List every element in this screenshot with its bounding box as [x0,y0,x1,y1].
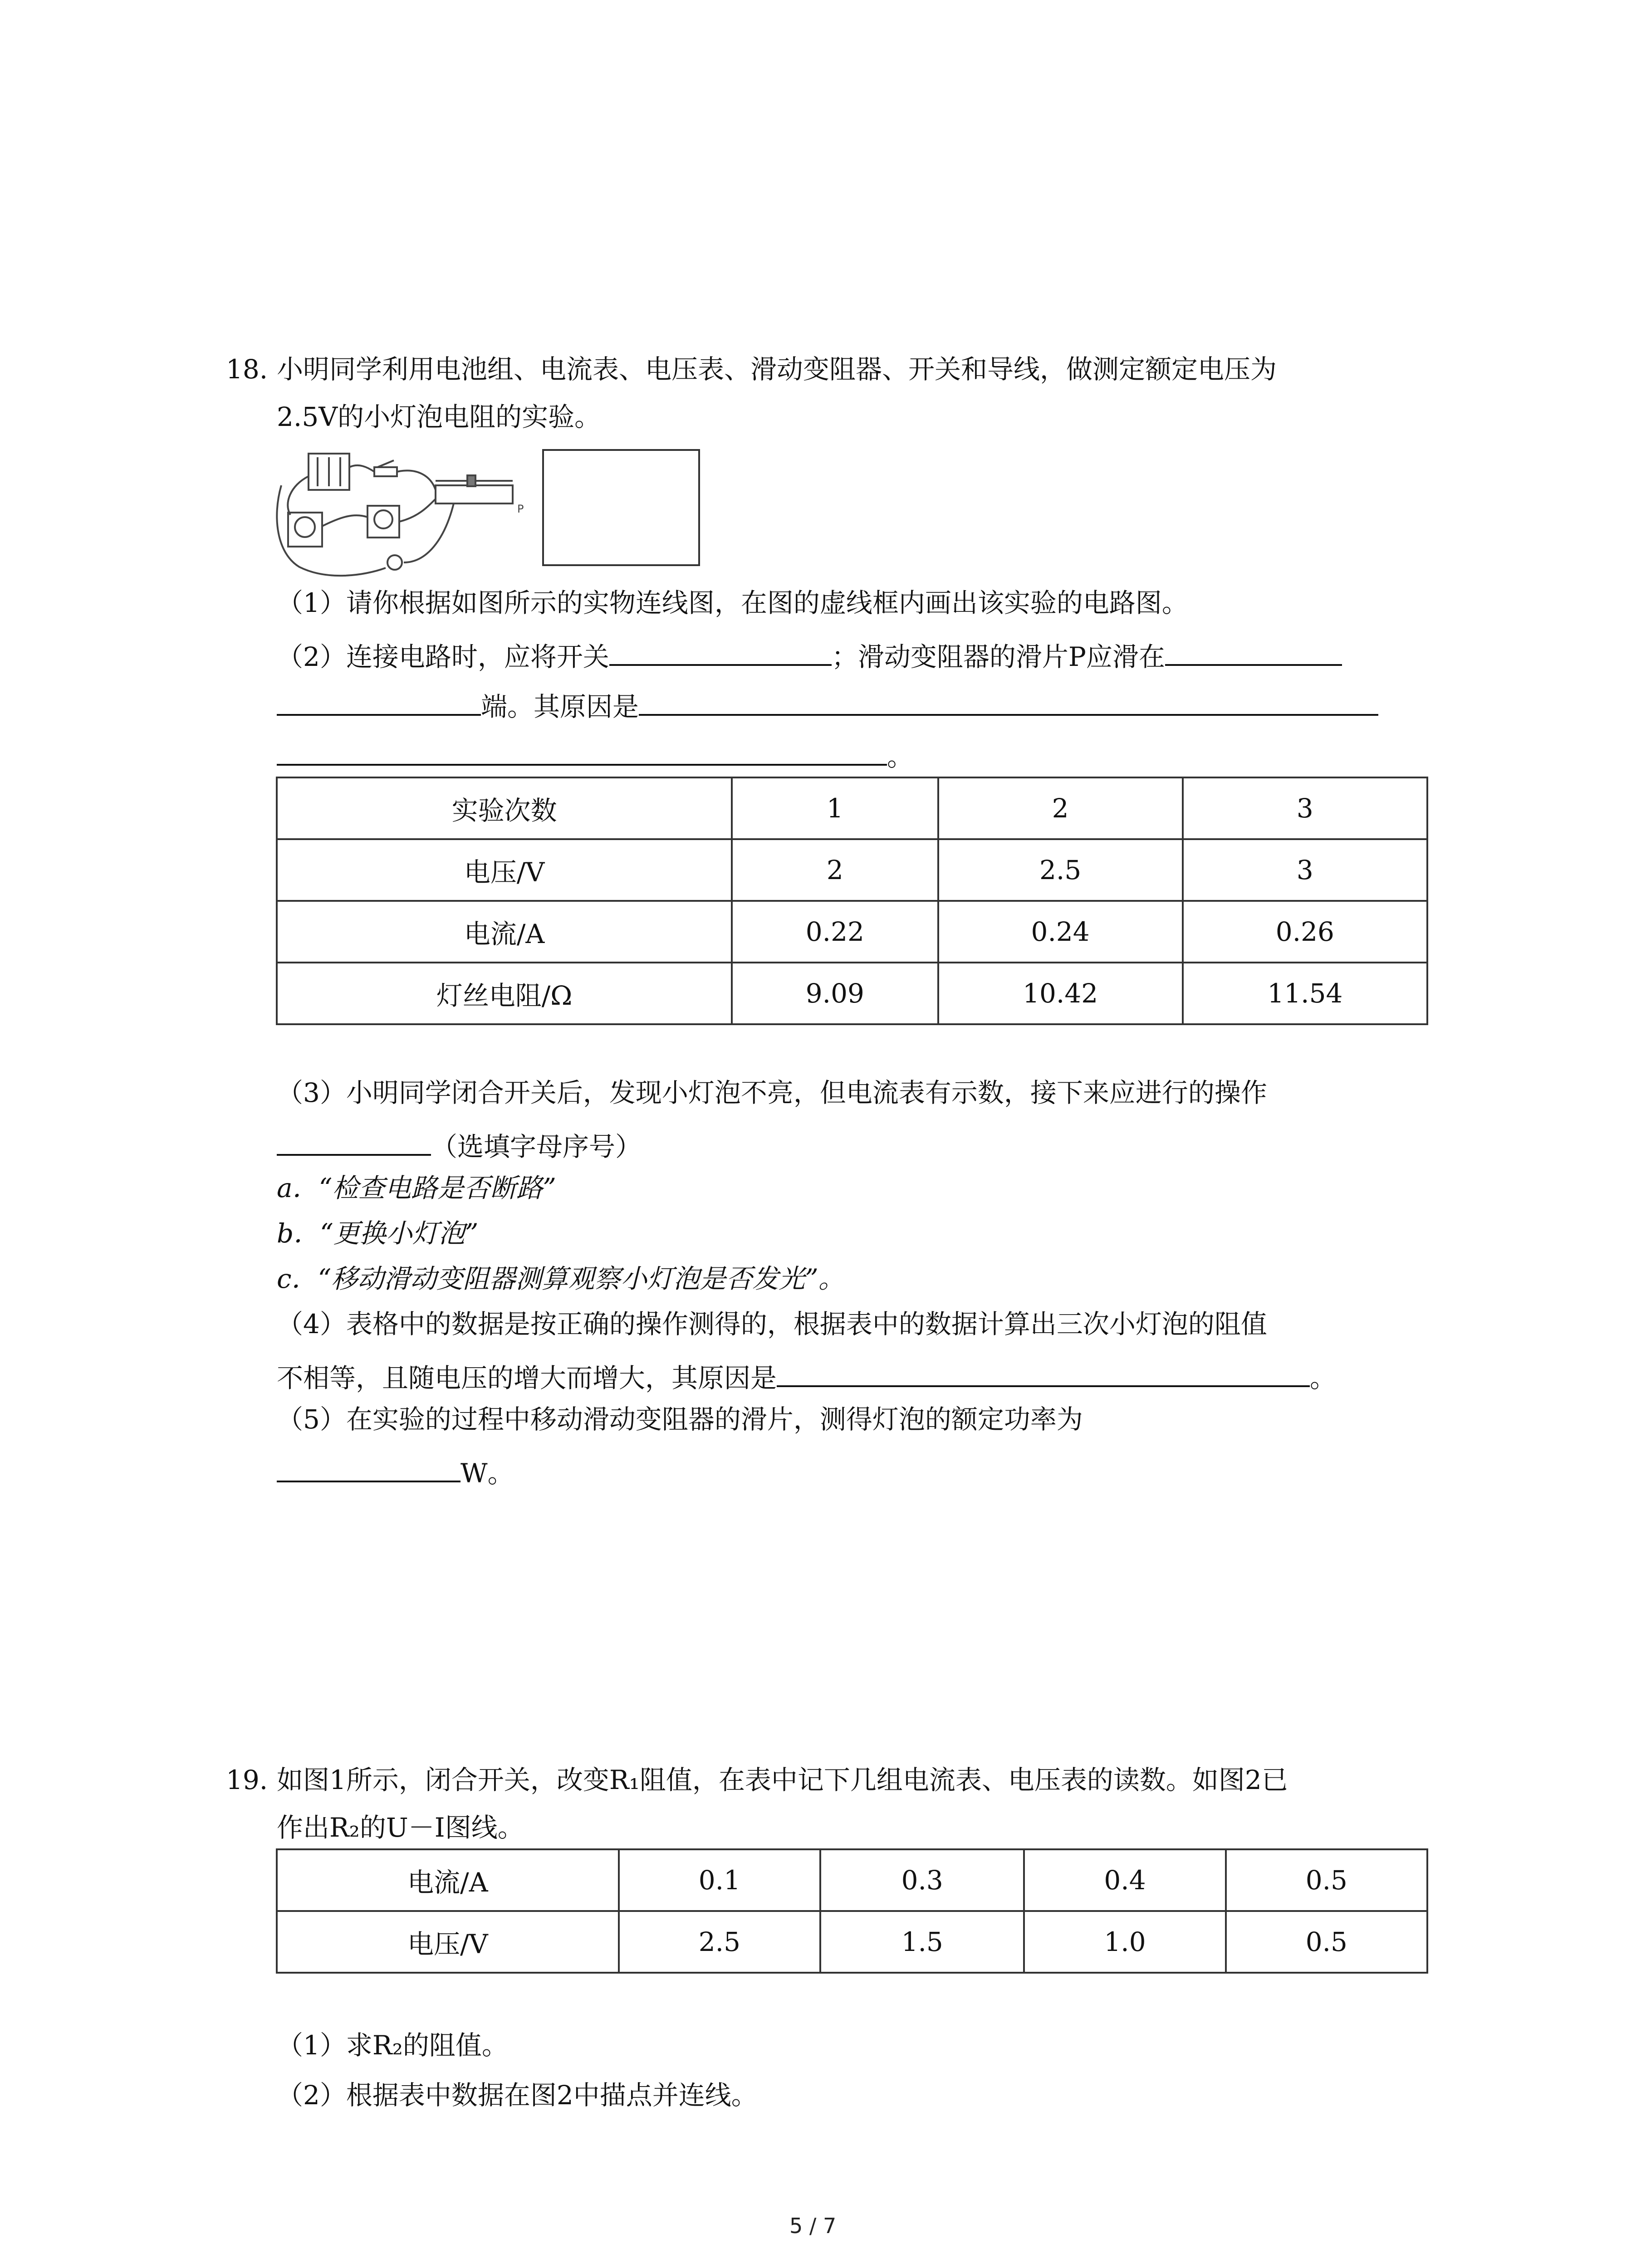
q18-part2-line3 [277,739,913,770]
q18-part3-hint: （选填字母序号） [431,1131,642,1162]
table-header-cell: 实验次数 [277,777,732,839]
table-header-cell: 3 [1183,777,1427,839]
q18-part4-end: 。 [1310,1363,1337,1393]
q18-part2-text-a: （2）连接电路时，应将开关 [277,641,609,672]
q18-part2-line1 [277,640,1342,670]
q18-part4-text: 不相等，且随电压的增大而增大，其原因是 [277,1363,777,1393]
table-cell: 0.5 [1226,1911,1427,1973]
q19-stem-line2: 作出R₂的U－I图线。 [277,1812,524,1843]
table-cell: 0.1 [619,1849,820,1911]
q19-stem-line1: 如图1所示，闭合开关，改变R₁阻值，在表中记下几组电流表、电压表的读数。如图2已 [277,1765,1288,1795]
table-cell: 0.4 [1024,1849,1225,1911]
q18-part2-line2 [277,689,1378,720]
table-cell: 1.5 [820,1911,1024,1973]
table-row [277,1849,1427,1911]
resistance-reason-blank[interactable] [777,1361,1310,1387]
q18-part5-line1: （5）在实验的过程中移动滑动变阻器的滑片，测得灯泡的额定功率为 [277,1404,1083,1435]
table-header-cell: 电压/V [277,1911,619,1973]
q18-number: 18. [226,354,268,385]
q18-part1: （1）请你根据如图所示的实物连线图，在图的虚线框内画出该实验的电路图。 [277,587,1188,618]
table-cell: 11.54 [1183,963,1427,1024]
table-row [277,901,1427,963]
q18-stem-line2: 2.5V的小灯泡电阻的实验。 [277,401,601,432]
table-row [277,1911,1427,1973]
table-cell: 2 [732,839,938,901]
table-row [277,963,1427,1024]
q18-part2-text-b: ；滑动变阻器的滑片P应滑在 [831,641,1165,672]
table-header-cell: 2 [938,777,1183,839]
q18-option-a: a．“检查电路是否断路” [277,1173,556,1203]
q18-stem-line1: 小明同学利用电池组、电流表、电压表、滑动变阻器、开关和导线，做测定额定电压为 [277,354,1277,385]
operation-choice-blank[interactable] [277,1129,431,1156]
table-cell: 2.5 [938,839,1183,901]
q18-data-table [276,777,1428,1025]
table-row [277,839,1427,901]
rated-power-blank[interactable] [277,1456,460,1482]
switch-state-blank[interactable] [609,640,832,666]
table-cell: 灯丝电阻/Ω [277,963,732,1024]
table-cell: 0.3 [820,1849,1024,1911]
table-cell: 2.5 [619,1911,820,1973]
table-cell: 0.24 [938,901,1183,963]
table-header-cell: 电流/A [277,1849,619,1911]
page-number: 5 / 7 [789,2214,837,2238]
q19-part2: （2）根据表中数据在图2中描点并连线。 [277,2080,758,2111]
table-row [277,777,1427,839]
table-header-cell: 1 [732,777,938,839]
slider-position-blank[interactable] [1165,640,1342,666]
svg-text:P: P [517,503,524,515]
q18-part4-line1: （4）表格中的数据是按正确的操作测得的，根据表中的数据计算出三次小灯泡的阻值 [277,1309,1267,1339]
table-cell: 电压/V [277,839,732,901]
table-cell: 10.42 [938,963,1183,1024]
q18-part4-line2 [277,1361,1336,1391]
table-cell: 3 [1183,839,1427,901]
circuit-photo-illustration [272,449,535,581]
circuit-drawing-box[interactable] [542,449,700,566]
q18-part5-line2 [277,1456,514,1489]
q18-part5-unit: W。 [460,1458,514,1489]
q18-option-c: c．“移动滑动变阻器测算观察小灯泡是否发光”。 [277,1263,845,1294]
reason-blank[interactable] [639,689,1378,716]
q18-option-b: b．“更换小灯泡” [277,1218,479,1249]
slider-position-blank-continued[interactable] [277,689,481,716]
table-cell: 1.0 [1024,1911,1225,1973]
q19-part1: （1）求R₂的阻值。 [277,2030,508,2061]
table-cell: 0.5 [1226,1849,1427,1911]
q19-number: 19. [226,1765,268,1795]
q19-data-table [276,1848,1428,1974]
q18-part2-text-c: 端。其原因是 [481,691,639,722]
table-cell: 0.22 [732,901,938,963]
table-cell: 0.26 [1183,901,1427,963]
q18-part2-text-d: 。 [887,741,914,772]
q18-part3-line2 [277,1129,642,1160]
q18-part3-line1: （3）小明同学闭合开关后，发现小灯泡不亮，但电流表有示数，接下来应进行的操作 [277,1077,1267,1108]
reason-blank-continued[interactable] [277,739,887,766]
table-cell: 9.09 [732,963,938,1024]
table-cell: 电流/A [277,901,732,963]
